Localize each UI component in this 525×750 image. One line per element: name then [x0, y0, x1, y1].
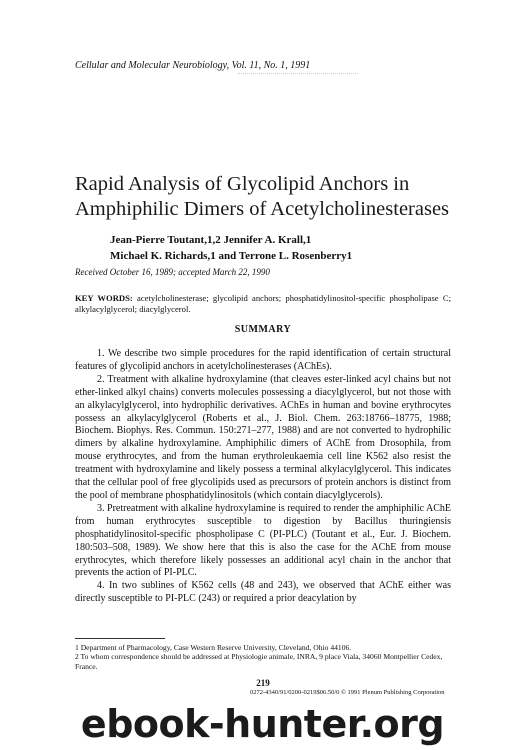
keywords [75, 293, 451, 315]
keywords-label: KEY WORDS: [75, 293, 133, 303]
summary-paragraph-4: 4. In two sublines of K562 cells (48 and 243), we observed that AChE either was directly susceptible to PI-PLC (243) or required a prior deacylation by [75, 580, 451, 605]
summary-heading: SUMMARY [234, 324, 292, 335]
authors-line-2: Michael K. Richards,1 and Terrone L. Rosenberry1 [110, 250, 353, 262]
authors-line-1: Jean-Pierre Toutant,1,2 Jennifer A. Krall,1 [110, 234, 312, 246]
title-line-2: Amphiphilic Dimers of Acetylcholinesterases [75, 198, 450, 220]
summary-body [75, 348, 451, 606]
page-number: 219 [256, 678, 270, 688]
summary-paragraph-3: 3. Pretreatment with alkaline hydroxylamine is required to render the amphiphilic AChE from human erythrocytes susceptible to digestion by Bacillus thuringiensis phosphatidylinositol-specific phospholipase C (PI-PLC) (Toutant et al., Eur. J. Biochem. 180:503–508, 1989). We show here that this is also the case for the AChE from mouse erythrocytes, which therefore likely possesses an additional acyl chain in the anchor that prevents the action of PI-PLC. [75, 502, 451, 579]
footnotes [75, 643, 451, 671]
watermark-link[interactable]: ebook-hunter.org [80, 702, 445, 746]
paper-title [75, 172, 475, 222]
footnote-1: 1 Department of Pharmacology, Case Western Reserve University, Cleveland, Ohio 44106. [75, 643, 352, 652]
footnote-2: 2 To whom correspondence should be addressed at Physiologie animale, INRA, 9 place Viala, 34060 Montpellier Cedex, France. [75, 652, 443, 671]
author-list [110, 232, 450, 264]
scan-smudge [238, 73, 358, 76]
summary-paragraph-1: 1. We describe two simple procedures for the rapid identification of certain structural features of glycolipid anchors in acetylcholinesterases (AChEs). [75, 348, 451, 372]
copyright-line: 0272-4340/91/0200-0219$06.50/0 © 1991 Plenum Publishing Corporation [250, 689, 445, 696]
journal-citation: Cellular and Molecular Neurobiology, Vol. 11, No. 1, 1991 [75, 60, 311, 71]
received-dates: Received October 16, 1989; accepted March 22, 1990 [75, 267, 270, 277]
title-line-1: Rapid Analysis of Glycolipid Anchors in [75, 173, 410, 195]
footnote-divider [75, 638, 165, 639]
keywords-text: acetylcholinesterase; glycolipid anchors; phosphatidylinositol-specific phospholipase C; alkylacylglycerol; diacylglycerol. [75, 293, 452, 314]
summary-paragraph-2: 2. Treatment with alkaline hydroxylamine (that cleaves ester-linked acyl chains but not ether-linked alkyl chains) converts molecules possessing a diacylglycerol, but not those with an alkylacylglycerol, into hydrophilic derivatives. AChEs in human and bovine erythrocytes possess an alkylacylglycerol (Roberts et al., J. Biol. Chem. 263:18766–18775, 1988; Biochem. Biophys. Res. Commun. 150:271–277, 1988) and are not converted to hydrophilic dimers by alkaline hydroxylamine. Amphiphilic dimers of AChE from Drosophila, from mouse erythrocytes, and from the human erythroleukaemia cell line K562 also resist the treatment with hydroxylamine and likely possess a terminal alkylacylglycerol. This indicates that the cellular pool of free glycolipids used as precursors of protein anchors is distinct from the pool of membrane phosphatidylinositols (which contain diacylglycerols). [75, 373, 451, 501]
